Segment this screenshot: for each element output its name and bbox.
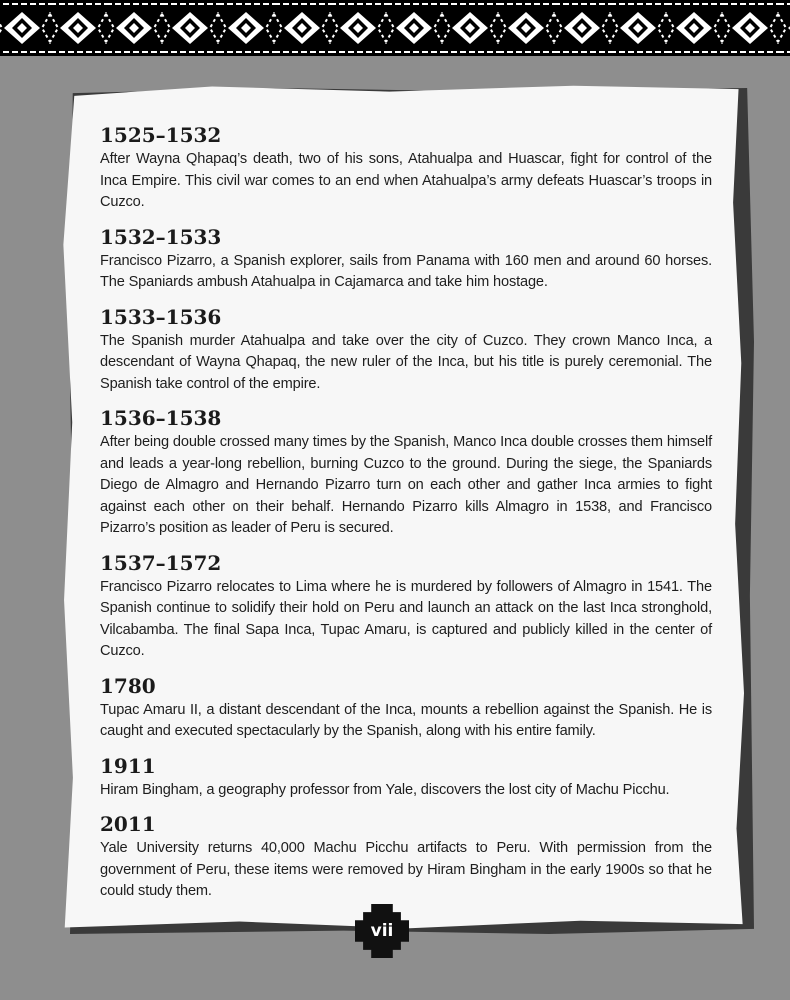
entry-text: Tupac Amaru II, a distant descendant of the Inca, mounts a rebellion against the Spanish. He is caught and executed spectacularly by the Spanish, along with his entire family. (100, 701, 712, 739)
timeline-entry (100, 549, 712, 663)
timeline-entry (100, 121, 712, 214)
timeline (100, 121, 712, 912)
entry-year: 1532–1533 (100, 224, 222, 249)
page-number: vii (370, 921, 394, 941)
entry-text: The Spanish murder Atahualpa and take over the city of Cuzco. They crown Manco Inca, a descendant of Wayna Qhapaq, the new ruler of the Inca, but his title is purely ceremonial. The Spanish take control of the empire. (100, 332, 712, 392)
border-pattern-graphic (0, 0, 790, 56)
entry-year: 1911 (100, 753, 156, 778)
timeline-entry (100, 404, 712, 540)
entry-year: 1780 (100, 673, 156, 698)
decorative-border (0, 0, 790, 56)
entry-text: Francisco Pizarro relocates to Lima where he is murdered by followers of Almagro in 1541. The Spanish continue to solidify their hold on Peru and launch an attack on the last Inca stronghold, Vilcabamba. The final Sapa Inca, Tupac Amaru, is captured and publicly killed in the center of Cuzco. (100, 578, 712, 659)
entry-text: Hiram Bingham, a geography professor from Yale, discovers the lost city of Machu Picchu. (100, 781, 670, 798)
timeline-entry (100, 752, 712, 802)
entry-text: Francisco Pizarro, a Spanish explorer, sails from Panama with 160 men and around 60 horses. The Spaniards ambush Atahualpa in Cajamarca and take him hostage. (100, 252, 712, 290)
entry-text: After Wayna Qhapaq’s death, two of his sons, Atahualpa and Huascar, fight for control of the Inca Empire. This civil war comes to an end when Atahualpa’s army defeats Huascar’s troops in Cuzco. (100, 151, 712, 210)
timeline-entry (100, 810, 712, 903)
entry-year: 1525–1532 (100, 123, 222, 147)
entry-year: 1533–1536 (100, 304, 222, 329)
entry-year: 2011 (100, 812, 156, 836)
entry-year: 1536–1538 (100, 406, 222, 430)
entry-text: Yale University returns 40,000 Machu Picchu artifacts to Peru. With permission from the government of Peru, these items were removed by Hiram Bingham in the early 1900s so that he could study them. (100, 840, 712, 899)
timeline-entry (100, 223, 712, 294)
entry-year: 1537–1572 (100, 550, 222, 575)
timeline-entry (100, 672, 712, 743)
timeline-entry (100, 303, 712, 396)
entry-text: After being double crossed many times by the Spanish, Manco Inca double crosses them himself and leads a year-long rebellion, burning Cuzco to the ground. During the siege, the Spaniards Diego de Almagro and Hernando Pizarro turn on each other and gather Inca armies to fight against each other on their behalf. Hernando Pizarro kills Almagro in 1538, and Francisco Pizarro’s position as leader of Peru is secured. (100, 434, 712, 536)
